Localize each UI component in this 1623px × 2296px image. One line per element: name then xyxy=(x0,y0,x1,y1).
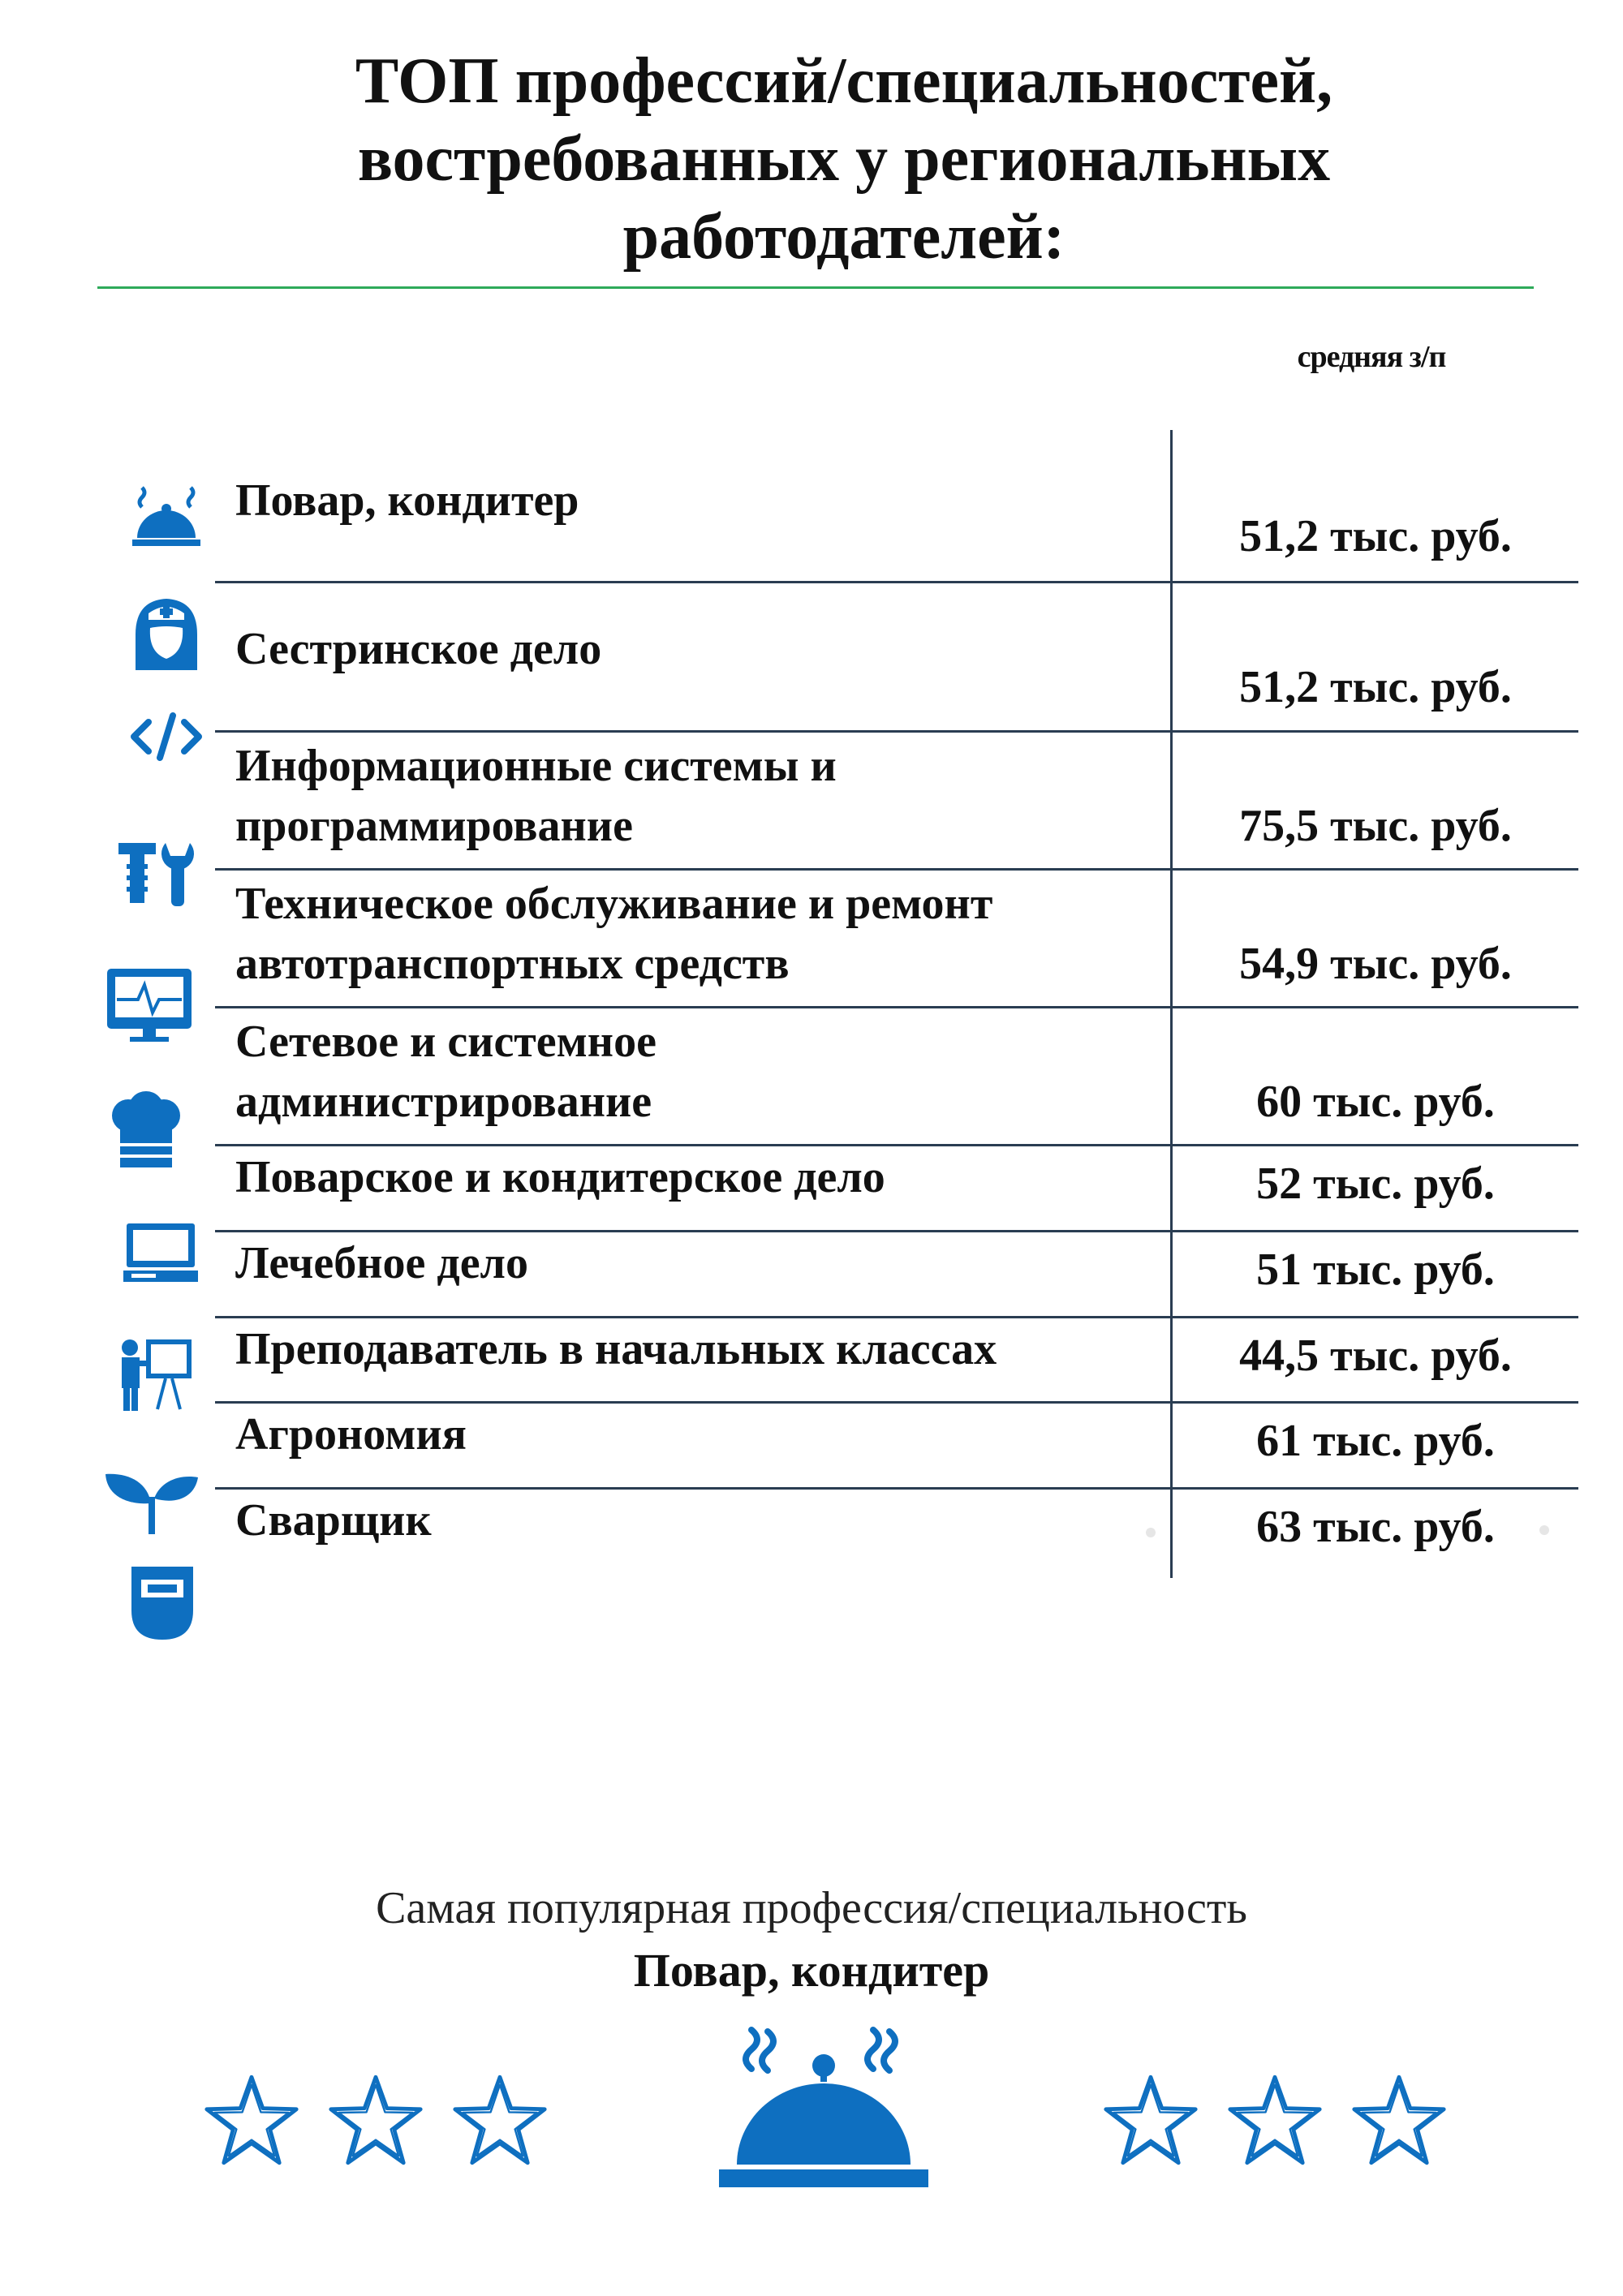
profession-name: Поварское и кондитерское дело xyxy=(235,1152,885,1202)
table-row xyxy=(215,430,1578,583)
page-title xyxy=(97,42,1591,276)
profession-name: Сетевое и системное администрирование xyxy=(235,1017,657,1127)
table-row xyxy=(215,1146,1578,1232)
star-icon xyxy=(451,2073,549,2167)
table-row xyxy=(215,583,1578,732)
title-line-3: работодателей: xyxy=(622,201,1065,273)
popular-cloche-icon xyxy=(714,2020,933,2195)
computer-icon xyxy=(120,1217,201,1298)
code-icon xyxy=(126,696,207,777)
salary-value: 63 тыс. руб. xyxy=(1256,1502,1495,1552)
tools-icon xyxy=(115,832,196,913)
table-row xyxy=(215,1008,1578,1146)
table-row xyxy=(215,1403,1578,1489)
salary-value: 51 тыс. руб. xyxy=(1256,1245,1495,1295)
star-icon xyxy=(327,2073,424,2167)
star-icon xyxy=(203,2073,300,2167)
table-row xyxy=(215,1232,1578,1318)
title-line-2: востребованных у региональных xyxy=(357,123,1331,195)
salary-value: 44,5 тыс. руб. xyxy=(1239,1331,1512,1381)
teacher-icon xyxy=(114,1335,195,1416)
salary-value: 51,2 тыс. руб. xyxy=(1239,662,1512,712)
professions-table xyxy=(215,430,1578,1578)
salary-value: 51,2 тыс. руб. xyxy=(1239,511,1512,561)
salary-value: 60 тыс. руб. xyxy=(1256,1077,1495,1127)
sprout-icon xyxy=(104,1456,201,1537)
salary-value: 54,9 тыс. руб. xyxy=(1239,939,1512,989)
title-divider xyxy=(97,286,1534,289)
table-row xyxy=(215,1318,1578,1404)
table-row xyxy=(215,732,1578,870)
profession-name: Техническое обслуживание и ремонт автотранспортных средств xyxy=(235,879,993,989)
decorative-dot xyxy=(1146,1528,1156,1537)
popular-caption: Самая популярная профессия/специальность xyxy=(376,1883,1247,1933)
popular-profession-name: Повар, кондитер xyxy=(633,1944,990,1997)
monitor-pulse-icon xyxy=(105,965,193,1047)
salary-value: 61 тыс. руб. xyxy=(1256,1416,1495,1466)
decorative-dot xyxy=(1539,1525,1549,1535)
nurse-icon xyxy=(126,592,207,673)
title-line-1: ТОП профессий/специальностей, xyxy=(355,45,1333,117)
chef-hat-icon xyxy=(105,1091,187,1172)
salary-value: 75,5 тыс. руб. xyxy=(1239,801,1512,851)
profession-name: Преподаватель в начальных классах xyxy=(235,1324,997,1374)
star-icon xyxy=(1102,2073,1199,2167)
star-icon xyxy=(1350,2073,1448,2167)
profession-name: Повар, кондитер xyxy=(235,475,579,526)
welding-mask-icon xyxy=(122,1562,203,1643)
profession-name: Информационные системы и программирование xyxy=(235,741,837,851)
cloche-icon xyxy=(126,475,207,556)
profession-name: Сестринское дело xyxy=(235,624,602,674)
salary-value: 52 тыс. руб. xyxy=(1256,1159,1495,1209)
table-row xyxy=(215,1489,1578,1578)
salary-column-header: средняя з/п xyxy=(1297,340,1446,374)
star-icon xyxy=(1226,2073,1324,2167)
profession-name: Сварщик xyxy=(235,1495,432,1546)
profession-name: Лечебное дело xyxy=(235,1238,528,1288)
table-row xyxy=(215,870,1578,1008)
profession-name: Агрономия xyxy=(235,1409,467,1460)
